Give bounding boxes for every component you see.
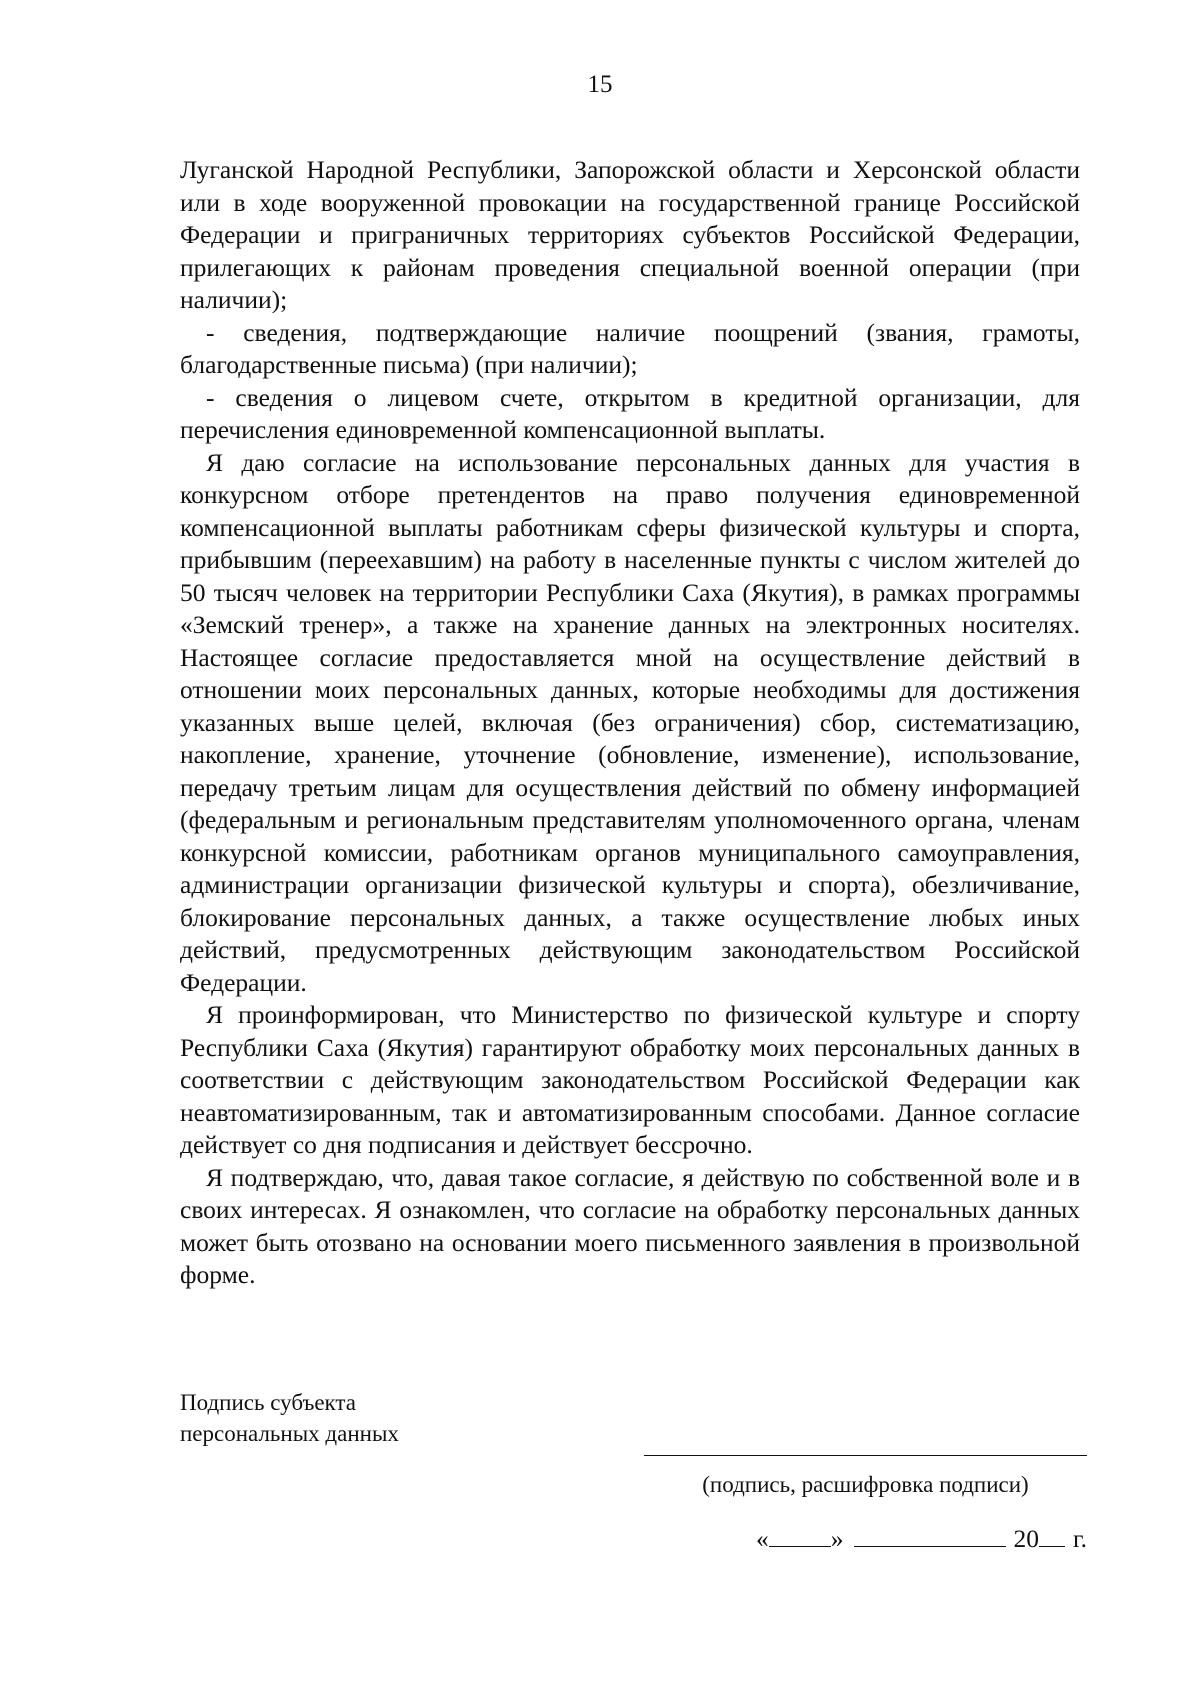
list-item-bank-account: - сведения о лицевом счете, открытом в кредитной организации, для перечисления единовременной компенсационной выплаты. (180, 382, 1080, 444)
date-year-suffix: г. (1073, 1524, 1087, 1553)
signature-label-line-2: персональных данных (180, 1421, 399, 1446)
date-open-quote: « (756, 1524, 769, 1553)
signature-label-line-1: Подпись субъекта (180, 1390, 356, 1415)
paragraph-informed: Я проинформирован, что Министерство по физической культуре и спорту Республики Саха (Якутия) гарантируют обработку моих персональных данных в соответствии с действующим законодательством Российской Федерации как неавтоматизированным, так и автоматизированным способами. Данное согласие действует со дня подписания и действует бессрочно. (180, 1000, 1080, 1159)
paragraph-confirmation: Я подтверждаю, что, давая такое согласие, я действую по собственной воле и в своих интересах. Я ознакомлен, что согласие на обработку персональных данных может быть отозвано на основании моего письменного заявления в произвольной форме. (180, 1162, 1080, 1289)
date-year-blank (1039, 1524, 1065, 1547)
date-row (756, 1523, 1087, 1555)
signature-label (180, 1387, 399, 1449)
date-day-blank (769, 1524, 831, 1547)
paragraph-continuation: Луганской Народной Республики, Запорожской области и Херсонской области или в ходе вооруженной провокации на государственной границе Российской Федерации и приграничных территориях субъектов Российской Федерации, прилегающих к районам проведения специальной военной операции (при наличии); (180, 155, 1080, 314)
list-item-awards: - сведения, подтверждающие наличие поощрений (звания, грамоты, благодарственные письма) (при наличии); (180, 317, 1080, 379)
date-month-blank (854, 1524, 1006, 1547)
date-close-quote: » (830, 1524, 844, 1553)
document-body (180, 154, 1080, 1292)
date-century: 20 (1013, 1524, 1040, 1553)
signature-caption: (подпись, расшифровка подписи) (702, 1472, 1029, 1497)
paragraph-consent: Я даю согласие на использование персональных данных для участия в конкурсном отборе претендентов на право получения единовременной компенсационной выплаты работникам сферы физической культуры и спорта, прибывшим (переехавшим) на работу в населенные пункты с числом жителей до 50 тысяч человек на территории Республики Саха (Якутия), в рамках программы «Земский тренер», а также на хранение данных на электронных носителях. Настоящее согласие предоставляется мной на осуществление действий в отношении моих персональных данных, которые необходимы для достижения указанных выше целей, включая (без ограничения) сбор, систематизацию, накопление, хранение, уточнение (обновление, изменение), использование, передачу третьим лицам для осуществления действий по обмену информацией (федеральным и региональным представителям уполномоченного органа, членам конкурсной комиссии, работникам органов муниципального самоуправления, администрации организации физической культуры и спорта), обезличивание, блокирование персональных данных, а также осуществление любых иных действий, предусмотренных действующим законодательством Российской Федерации. (180, 447, 1080, 997)
signature-line (644, 1455, 1087, 1456)
page-number: 15 (587, 71, 613, 98)
